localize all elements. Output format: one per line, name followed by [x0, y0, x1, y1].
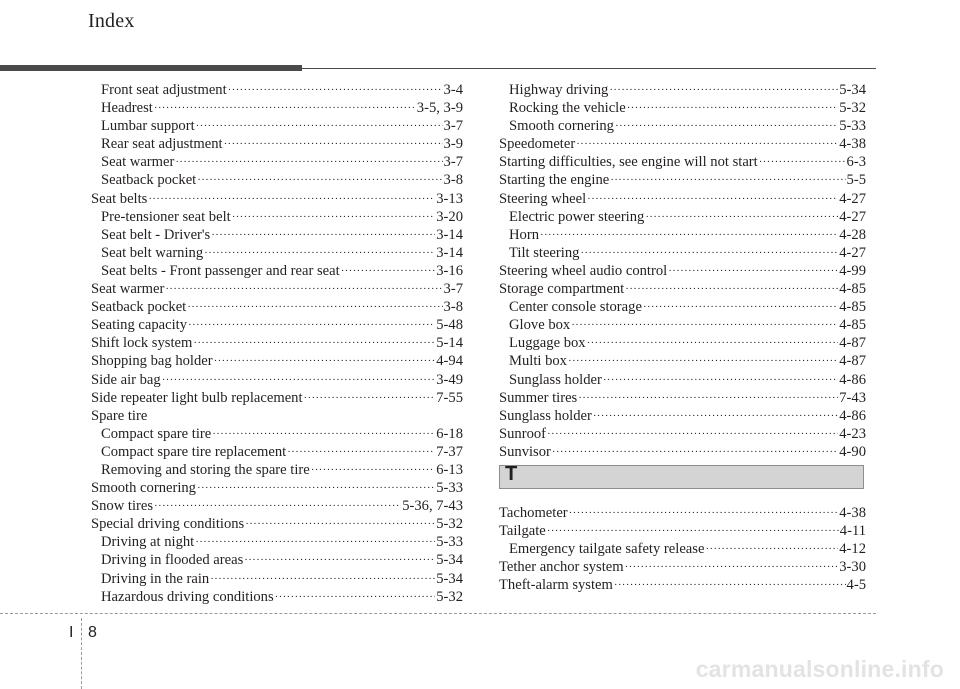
dot-leader — [615, 117, 838, 135]
index-entry — [499, 244, 866, 262]
section-letter: T — [505, 462, 518, 485]
index-entry — [499, 190, 866, 208]
entry-label: Storage compartment — [499, 281, 625, 298]
entry-label: Luggage box — [509, 335, 586, 352]
entry-page-ref: 4-27 — [839, 208, 866, 225]
dot-leader — [193, 334, 435, 352]
header-rule-thin — [302, 68, 876, 69]
dot-leader — [645, 208, 838, 226]
dot-leader — [625, 558, 839, 576]
index-entry — [91, 244, 463, 262]
entry-label: Smooth cornering — [91, 480, 196, 497]
dot-leader — [569, 504, 839, 522]
dot-leader — [578, 389, 838, 407]
header-rule-thick — [0, 65, 302, 71]
dot-leader — [625, 280, 838, 298]
index-entry — [91, 153, 463, 171]
page-title: Index — [88, 10, 135, 32]
entry-label: Seat belt - Driver's — [101, 226, 211, 243]
entry-page-ref: 5-33 — [839, 118, 866, 135]
entry-page-ref: 5-48 — [436, 317, 463, 334]
entry-page-ref: 5-14 — [436, 335, 463, 352]
entry-page-ref: 4-27 — [839, 190, 866, 207]
dot-leader — [188, 316, 435, 334]
entry-label: Compact spare tire — [101, 425, 212, 442]
dot-leader — [195, 533, 435, 551]
entry-label: Tachometer — [499, 504, 568, 521]
entry-label: Center console storage — [509, 299, 642, 316]
dot-leader — [175, 153, 442, 171]
entry-label: Tilt steering — [509, 244, 580, 261]
index-entry — [499, 558, 866, 576]
entry-page-ref: 4-27 — [839, 244, 866, 261]
index-entry — [499, 522, 866, 540]
dot-leader — [154, 99, 416, 117]
dot-leader — [576, 135, 838, 153]
index-entry — [499, 576, 866, 594]
entry-label: Electric power steering — [509, 208, 645, 225]
index-entry — [91, 497, 463, 515]
entry-page-ref: 3-7 — [443, 281, 463, 298]
entry-page-ref: 4-28 — [839, 226, 866, 243]
entry-page-ref: 4-85 — [839, 317, 866, 334]
index-entry — [91, 117, 463, 135]
entry-page-ref: 7-37 — [436, 443, 463, 460]
index-entry — [91, 226, 463, 244]
entry-page-ref: 5-32 — [436, 588, 463, 605]
entry-label: Compact spare tire replacement — [101, 443, 287, 460]
index-group-t — [499, 504, 866, 594]
entry-label: Speedometer — [499, 136, 576, 153]
entry-label: Smooth cornering — [509, 118, 614, 135]
entry-page-ref: 6-18 — [436, 425, 463, 442]
index-entry — [499, 443, 866, 461]
dot-leader — [212, 425, 435, 443]
entry-label: Special driving conditions — [91, 516, 245, 533]
dot-leader — [705, 540, 838, 558]
index-entry — [499, 117, 866, 135]
entry-label: Steering wheel — [499, 190, 587, 207]
entry-page-ref: 5-34 — [436, 570, 463, 587]
entry-label: Headrest — [101, 100, 153, 117]
index-entry — [91, 280, 463, 298]
index-entry — [499, 153, 866, 171]
index-entry — [91, 135, 463, 153]
index-column-right — [499, 81, 866, 594]
entry-page-ref: 3-14 — [436, 244, 463, 261]
index-entry — [91, 443, 463, 461]
dot-leader — [232, 208, 436, 226]
entry-page-ref: 4-23 — [839, 425, 866, 442]
dot-leader — [603, 371, 838, 389]
entry-page-ref: 3-30 — [839, 559, 866, 576]
index-entry — [91, 479, 463, 497]
dot-leader — [547, 522, 839, 540]
entry-page-ref: 3-8 — [443, 299, 463, 316]
index-entry — [91, 461, 463, 479]
entry-label: Snow tires — [91, 498, 154, 515]
entry-label: Hazardous driving conditions — [101, 588, 274, 605]
entry-label: Driving at night — [101, 534, 195, 551]
entry-page-ref: 4-12 — [839, 541, 866, 558]
entry-label: Side repeater light bulb replacement — [91, 389, 303, 406]
entry-label: Seat warmer — [91, 281, 165, 298]
entry-label: Driving in flooded areas — [101, 552, 244, 569]
entry-page-ref: 3-16 — [436, 262, 463, 279]
dot-leader — [547, 425, 838, 443]
entry-page-ref: 5-33 — [436, 534, 463, 551]
entry-page-ref: 5-32 — [839, 100, 866, 117]
entry-label: Lumbar support — [101, 118, 195, 135]
entry-page-ref: 3-7 — [443, 154, 463, 171]
footer-section-label: I — [69, 624, 74, 641]
dot-leader — [552, 443, 838, 461]
dot-leader — [210, 570, 435, 588]
entry-label: Seatback pocket — [101, 172, 197, 189]
dot-leader — [275, 588, 436, 606]
dot-leader — [540, 226, 838, 244]
index-entry — [91, 551, 463, 569]
entry-label: Sunvisor — [499, 443, 551, 460]
entry-label: Horn — [509, 226, 539, 243]
dot-leader — [580, 244, 838, 262]
index-entry — [91, 389, 463, 407]
entry-page-ref: 5-36, 7-43 — [402, 498, 463, 515]
index-entry — [499, 316, 866, 334]
entry-label: Theft-alarm system — [499, 577, 613, 594]
dot-leader — [593, 407, 838, 425]
entry-page-ref: 3-49 — [436, 371, 463, 388]
dot-leader — [668, 262, 838, 280]
entry-page-ref: 5-32 — [436, 516, 463, 533]
entry-page-ref: 4-99 — [839, 262, 866, 279]
entry-page-ref: 3-14 — [436, 226, 463, 243]
entry-label: Driving in the rain — [101, 570, 210, 587]
entry-label: Rear seat adjustment — [101, 136, 223, 153]
dot-leader — [759, 153, 846, 171]
index-entry — [91, 533, 463, 551]
entry-label: Sunglass holder — [509, 371, 602, 388]
index-entry — [91, 352, 463, 370]
entry-page-ref: 4-87 — [839, 353, 866, 370]
index-entry — [499, 81, 866, 99]
index-entry — [499, 99, 866, 117]
entry-page-ref: 3-4 — [443, 82, 463, 98]
footer-page-number: 8 — [88, 624, 97, 641]
entry-page-ref: 4-94 — [436, 353, 463, 370]
index-entry — [499, 352, 866, 370]
entry-label: Tailgate — [499, 523, 546, 540]
entry-page-ref: 6-3 — [846, 154, 866, 171]
dot-leader — [148, 190, 435, 208]
entry-page-ref: 4-5 — [846, 577, 866, 594]
dot-leader — [341, 262, 436, 280]
index-entry — [91, 171, 463, 189]
dot-leader — [197, 479, 435, 497]
dot-leader — [287, 443, 435, 461]
entry-page-ref: 4-87 — [839, 335, 866, 352]
entry-label: Shift lock system — [91, 335, 193, 352]
entry-label: Tether anchor system — [499, 559, 624, 576]
entry-label: Emergency tailgate safety release — [509, 541, 705, 558]
dot-leader — [244, 551, 435, 569]
entry-label: Removing and storing the spare tire — [101, 461, 310, 478]
entry-label: Shopping bag holder — [91, 353, 213, 370]
index-entry — [499, 208, 866, 226]
index-entry — [91, 262, 463, 280]
index-entry — [499, 425, 866, 443]
dot-leader — [228, 81, 443, 99]
index-entry — [499, 262, 866, 280]
index-entry — [499, 334, 866, 352]
dot-leader — [587, 190, 838, 208]
index-entry — [499, 407, 866, 425]
index-entry — [499, 298, 866, 316]
index-entry — [499, 504, 866, 522]
entry-label: Seat warmer — [101, 154, 175, 171]
entry-label: Multi box — [509, 353, 567, 370]
entry-page-ref: 4-86 — [839, 407, 866, 424]
entry-label: Highway driving — [509, 82, 609, 98]
entry-label: Seatback pocket — [91, 299, 187, 316]
entry-label: Glove box — [509, 317, 571, 334]
entry-page-ref: 3-8 — [443, 172, 463, 189]
entry-page-ref: 4-85 — [839, 299, 866, 316]
entry-label: Front seat adjustment — [101, 82, 227, 98]
dot-leader — [304, 389, 436, 407]
index-entry — [91, 208, 463, 226]
index-entry — [91, 298, 463, 316]
index-entry — [91, 407, 463, 425]
footer-rule — [0, 613, 876, 614]
watermark: carmanualsonline.info — [695, 656, 944, 682]
entry-page-ref: 3-7 — [443, 118, 463, 135]
entry-page-ref: 5-5 — [846, 172, 866, 189]
dot-leader — [627, 99, 839, 117]
index-entry — [91, 190, 463, 208]
entry-label: Pre-tensioner seat belt — [101, 208, 231, 225]
entry-label: Sunroof — [499, 425, 547, 442]
index-entry — [499, 171, 866, 189]
dot-leader — [568, 352, 838, 370]
dot-leader — [154, 497, 401, 515]
entry-page-ref: 3-9 — [443, 136, 463, 153]
dot-leader — [609, 81, 838, 99]
index-entry — [91, 371, 463, 389]
index-entry — [91, 570, 463, 588]
footer-divider — [81, 618, 82, 689]
entry-page-ref: 5-33 — [436, 480, 463, 497]
index-entry — [91, 515, 463, 533]
index-column-left — [91, 81, 463, 606]
index-entry — [91, 425, 463, 443]
index-entry — [499, 371, 866, 389]
entry-page-ref: 4-38 — [839, 504, 866, 521]
entry-page-ref: 4-11 — [839, 523, 866, 540]
index-group-s — [499, 81, 866, 461]
entry-label: Spare tire — [91, 407, 148, 424]
dot-leader — [571, 316, 838, 334]
entry-label: Summer tires — [499, 389, 578, 406]
dot-leader — [614, 576, 846, 594]
entry-page-ref: 5-34 — [839, 82, 866, 98]
index-entry — [499, 389, 866, 407]
dot-leader — [196, 117, 443, 135]
index-entry — [499, 280, 866, 298]
dot-leader — [610, 171, 845, 189]
dot-leader — [587, 334, 839, 352]
entry-page-ref: 3-13 — [436, 190, 463, 207]
index-entry — [91, 588, 463, 606]
entry-page-ref: 7-43 — [839, 389, 866, 406]
entry-label: Sunglass holder — [499, 407, 592, 424]
dot-leader — [311, 461, 436, 479]
section-header-t — [499, 462, 864, 489]
entry-label: Side air bag — [91, 371, 161, 388]
entry-page-ref: 4-90 — [839, 443, 866, 460]
entry-label: Steering wheel audio control — [499, 262, 668, 279]
entry-label: Seat belt warning — [101, 244, 204, 261]
index-entry — [499, 135, 866, 153]
dot-leader — [224, 135, 443, 153]
dot-leader — [204, 244, 435, 262]
dot-leader — [162, 371, 436, 389]
dot-leader — [197, 171, 442, 189]
dot-leader — [211, 226, 435, 244]
index-entry — [91, 334, 463, 352]
index-entry — [499, 226, 866, 244]
index-entry — [91, 81, 463, 99]
index-entry — [499, 540, 866, 558]
dot-leader — [187, 298, 442, 316]
entry-label: Seat belts — [91, 190, 148, 207]
entry-page-ref: 7-55 — [436, 389, 463, 406]
entry-page-ref: 5-34 — [436, 552, 463, 569]
dot-leader — [214, 352, 436, 370]
dot-leader — [165, 280, 442, 298]
entry-page-ref: 4-85 — [839, 281, 866, 298]
entry-page-ref: 6-13 — [436, 461, 463, 478]
index-entry — [91, 316, 463, 334]
entry-label: Rocking the vehicle — [509, 100, 626, 117]
entry-page-ref: 3-20 — [436, 208, 463, 225]
entry-page-ref: 4-38 — [839, 136, 866, 153]
entry-label: Seat belts - Front passenger and rear seat — [101, 262, 340, 279]
entry-label: Starting the engine — [499, 172, 610, 189]
entry-label: Seating capacity — [91, 317, 188, 334]
entry-page-ref: 3-5, 3-9 — [416, 100, 463, 117]
dot-leader — [245, 515, 435, 533]
entry-label: Starting difficulties, see engine will not start — [499, 154, 758, 171]
entry-page-ref: 4-86 — [839, 371, 866, 388]
index-entry — [91, 99, 463, 117]
dot-leader — [643, 298, 838, 316]
